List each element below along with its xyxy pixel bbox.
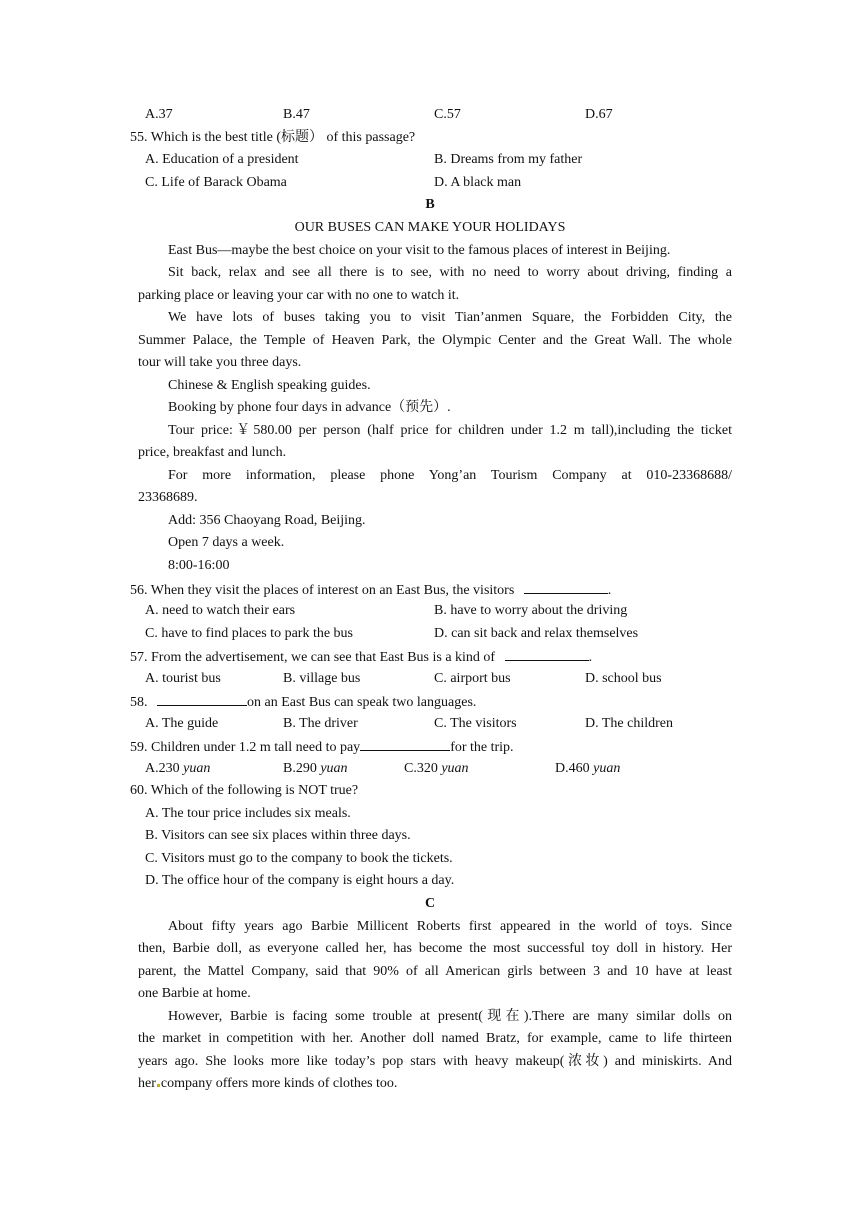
q56-stem-end: .: [607, 583, 612, 598]
q55-option-d: D. A black man: [434, 175, 522, 190]
q59-option-a: [145, 759, 210, 779]
q58-option-d: D. The children: [585, 716, 673, 731]
option-d: D.67: [585, 107, 613, 122]
passage-b-line: For more information, please phone Yong’an Tourism Company at 010-23368688/: [168, 468, 732, 483]
passage-b-line: Summer Palace, the Temple of Heaven Park, the Olympic Center and the Great Wall. The whole: [138, 333, 732, 348]
passage-b-line: Chinese & English speaking guides.: [168, 378, 371, 393]
q58-option-a: A. The guide: [145, 716, 219, 731]
q57-stem-end: .: [588, 650, 593, 665]
q59-stem: [130, 736, 514, 756]
q57-option-d: D. school bus: [585, 671, 662, 686]
q60-option-b: B. Visitors can see six places within three days.: [145, 828, 411, 843]
q57-option-c: C. airport bus: [434, 671, 511, 686]
unit-yuan: yuan: [593, 761, 621, 776]
passage-b-line: Booking by phone four days in advance（预先）.: [168, 400, 451, 415]
passage-b-line: Sit back, relax and see all there is to see, with no need to worry about driving, finding a: [168, 265, 732, 280]
q59-option-b-value: B.290: [283, 761, 317, 776]
q59-stem-end: for the trip.: [450, 740, 514, 755]
option-c: C.57: [434, 107, 461, 122]
passage-b-line: 23368689.: [138, 490, 198, 505]
q60-stem: 60. Which of the following is NOT true?: [130, 783, 359, 798]
passage-c-line: parent, the Mattel Company, said that 90% of all American girls between 3 and 10 have at least: [138, 964, 732, 979]
q59-option-c-value: C.320: [404, 761, 438, 776]
passage-b-line: price, breakfast and lunch.: [138, 445, 287, 460]
q59-option-c: [404, 759, 469, 779]
passage-b-line: parking place or leaving your car with no one to watch it.: [138, 288, 460, 303]
q59-stem-text: 59. Children under 1.2 m tall need to pay: [130, 740, 361, 755]
passage-b-line: Tour price:￥580.00 per person (half price for children under 1.2 m tall),including the ticket: [168, 423, 732, 438]
option-b: B.47: [283, 107, 310, 122]
passage-b-line: East Bus—maybe the best choice on your visit to the famous places of interest in Beijing.: [168, 243, 671, 258]
section-c-letter: C: [424, 896, 436, 911]
passage-c-line: [138, 1074, 397, 1094]
q58-option-b: B. The driver: [283, 716, 358, 731]
passage-b-line: We have lots of buses taking you to visit Tian’anmen Square, the Forbidden City, the: [168, 310, 732, 325]
q57-stem: [130, 646, 592, 666]
q56-option-b: B. have to worry about the driving: [434, 603, 628, 618]
q55-option-a: A. Education of a president: [145, 152, 299, 167]
passage-b-line: 8:00-16:00: [168, 558, 230, 573]
unit-yuan: yuan: [441, 761, 469, 776]
passage-c-line: years ago. She looks more like today’s pop stars with heavy makeup(浓妆) and miniskirts. And: [138, 1054, 732, 1069]
answer-blank[interactable]: [360, 736, 450, 751]
passage-b-line: Add: 356 Chaoyang Road, Beijing.: [168, 513, 366, 528]
passage-c-line: then, Barbie doll, as everyone called her, has become the most successful toy doll in history. Her: [138, 941, 732, 956]
section-b-letter: B: [425, 197, 435, 212]
passage-c-line-end: company offers more kinds of clothes too.: [160, 1076, 398, 1091]
q56-option-d: D. can sit back and relax themselves: [434, 626, 639, 641]
q59-option-d: [555, 759, 620, 779]
q57-option-a: A. tourist bus: [145, 671, 221, 686]
q59-option-d-value: D.460: [555, 761, 590, 776]
passage-c-line: However, Barbie is facing some trouble at present(现在).There are many similar dolls on: [168, 1009, 732, 1024]
passage-c-line: About fifty years ago Barbie Millicent Roberts first appeared in the world of toys. Since: [168, 919, 732, 934]
q58-stem: [130, 691, 476, 711]
option-a: A.37: [145, 107, 173, 122]
q56-stem-text: 56. When they visit the places of interest on an East Bus, the visitors: [130, 583, 515, 598]
section-b-title: OUR BUSES CAN MAKE YOUR HOLIDAYS: [294, 220, 566, 235]
q56-option-c: C. have to find places to park the bus: [145, 626, 354, 641]
passage-c-line-start: her: [138, 1076, 156, 1091]
q56-stem: [130, 579, 611, 599]
q60-option-c: C. Visitors must go to the company to book the tickets.: [145, 851, 453, 866]
answer-blank[interactable]: [524, 579, 608, 594]
answer-blank[interactable]: [505, 646, 589, 661]
unit-yuan: yuan: [320, 761, 348, 776]
q59-option-b: [283, 759, 348, 779]
q57-stem-text: 57. From the advertisement, we can see that East Bus is a kind of: [130, 650, 496, 665]
q57-option-b: B. village bus: [283, 671, 361, 686]
q55-option-c: C. Life of Barack Obama: [145, 175, 287, 190]
unit-yuan: yuan: [183, 761, 211, 776]
answer-blank[interactable]: [157, 691, 247, 706]
q55-stem: 55. Which is the best title (标题） of this passage?: [130, 130, 416, 145]
q55-option-b: B. Dreams from my father: [434, 152, 583, 167]
q60-option-a: A. The tour price includes six meals.: [145, 806, 351, 821]
passage-c-line: one Barbie at home.: [138, 986, 251, 1001]
stray-mark: [157, 1084, 160, 1087]
q59-option-a-value: A.230: [145, 761, 180, 776]
q56-option-a: A. need to watch their ears: [145, 603, 296, 618]
passage-b-line: tour will take you three days.: [138, 355, 302, 370]
q58-number: 58.: [130, 695, 148, 710]
q58-option-c: C. The visitors: [434, 716, 517, 731]
q58-stem-text: on an East Bus can speak two languages.: [247, 695, 477, 710]
q60-option-d: D. The office hour of the company is eight hours a day.: [145, 873, 455, 888]
passage-b-line: Open 7 days a week.: [168, 535, 285, 550]
passage-c-line: the market in competition with her. Another doll named Bratz, for example, came to life thirteen: [138, 1031, 732, 1046]
